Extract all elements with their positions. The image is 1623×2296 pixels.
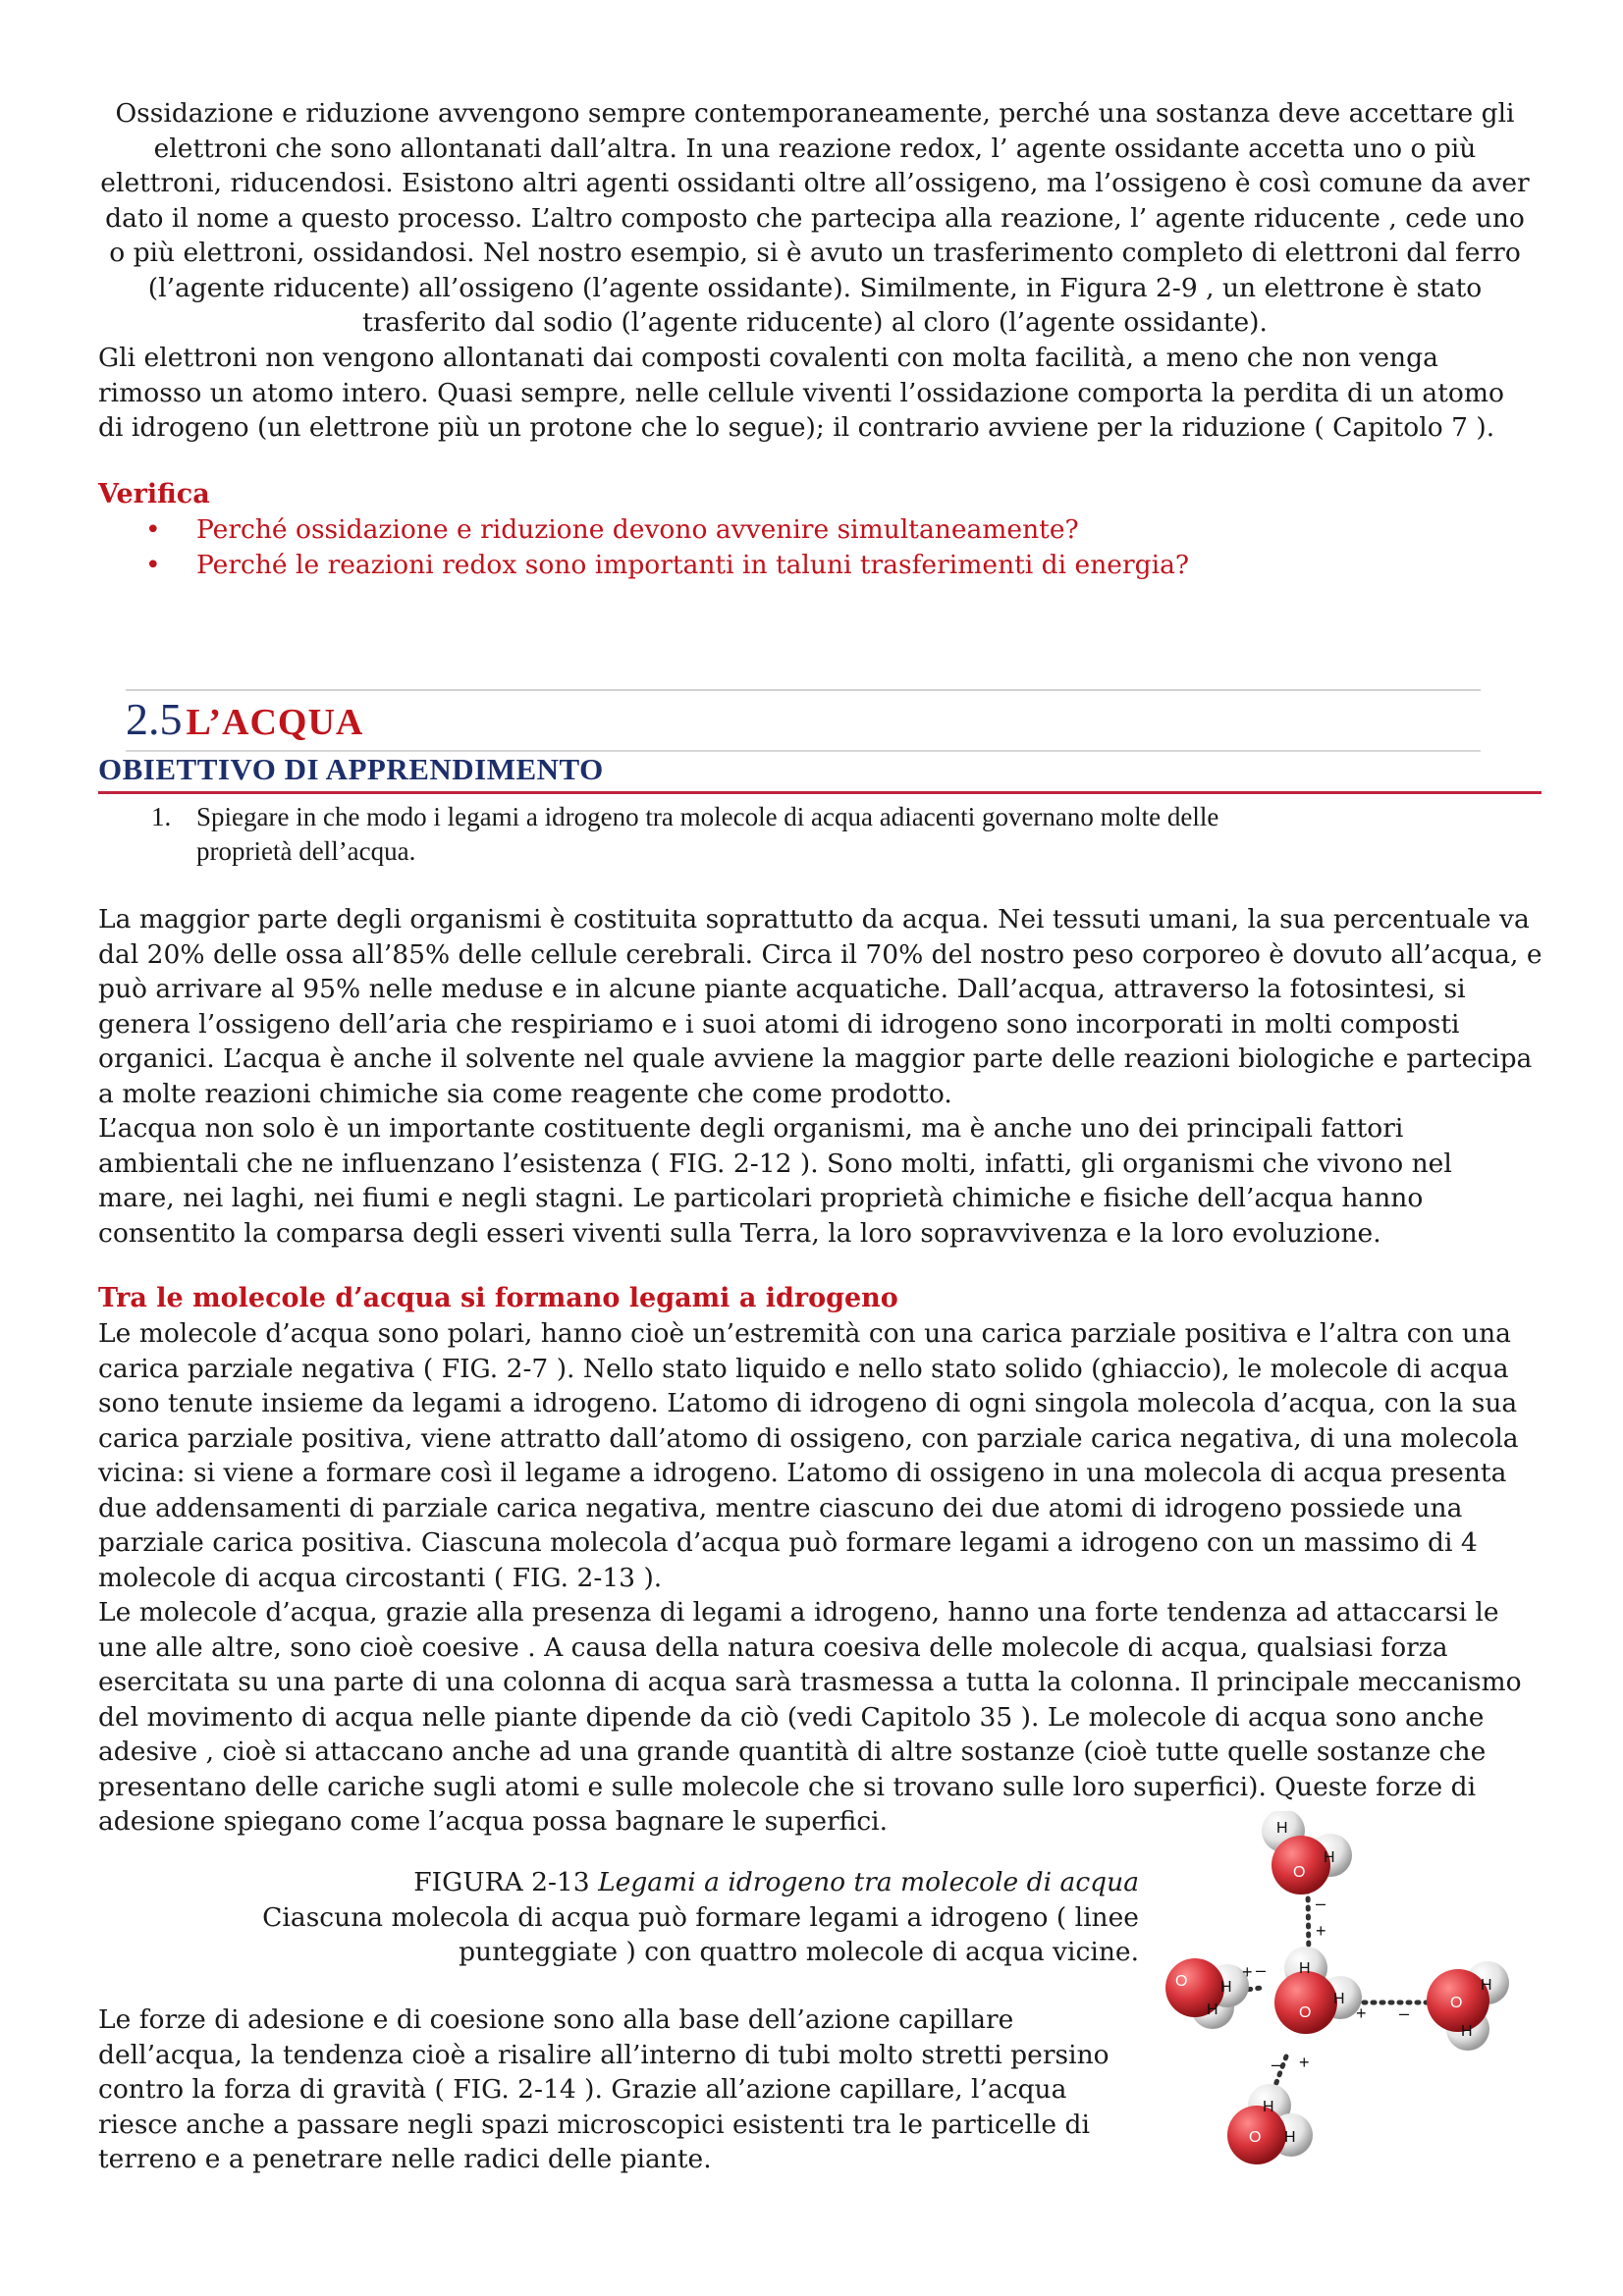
atom-label: O: [1299, 2004, 1312, 2021]
objective-number: 1.: [151, 802, 172, 831]
section-number: 2.5: [126, 694, 183, 744]
atom-label: O: [1175, 1973, 1188, 1990]
body-line: del movimento di acqua nelle piante dipende da ciò (vedi Capitolo 35 ). Le molecole di acqua sono anche: [98, 1701, 1485, 1733]
body-line: sono tenute insieme da legami a idrogeno. L’atomo di idrogeno di ogni singola molecola d’acqua, con la sua: [98, 1388, 1518, 1418]
body-line: terreno e a penetrare nelle radici delle piante.: [98, 2144, 712, 2174]
body-line: esercitata su una parte di una colonna di acqua sarà trasmessa a tutta la colonna. Il principale meccanismo: [98, 1667, 1522, 1697]
atom-label: H: [1481, 1977, 1492, 1994]
verifica-title: Verifica: [98, 479, 210, 509]
intro-line: o più elettroni, ossidandosi. Nel nostro esempio, si è avuto un trasferimento completo di elettroni dal ferro: [109, 238, 1521, 268]
atom-label: H: [1324, 1849, 1335, 1866]
section-name: L’ACQUA: [186, 702, 364, 743]
atom-label: H: [1284, 2129, 1296, 2146]
body-line: L’acqua non solo è un importante costituente degli organismi, ma è anche uno dei principali fattori: [98, 1113, 1404, 1144]
charge-plus: +: [1299, 2053, 1310, 2072]
body-line: une alle altre, sono cioè coesive . A causa della natura coesiva delle molecole di acqua, qualsiasi forza: [98, 1631, 1448, 1663]
body-paragraph-1: [98, 902, 1551, 1251]
body-line: carica parziale negativa ( FIG. 2-7 ). Nello stato liquido e nello stato solido (ghiaccio), le molecole di acqua: [98, 1353, 1509, 1384]
verifica-item-text: Perché ossidazione e riduzione devono avvenire simultaneamente?: [196, 514, 1079, 545]
objective-list: [147, 800, 1522, 869]
body-line: Le molecole d’acqua, grazie alla presenza di legami a idrogeno, hanno una forte tendenza ad attaccarsi le: [98, 1597, 1499, 1628]
atom-label: O: [1450, 1995, 1463, 2011]
intro-line: elettroni che sono allontanati dall’altra. In una reazione redox, l’ agente ossidante accetta uno o più: [153, 133, 1477, 164]
body-line: genera l’ossigeno dell’aria che respiriamo e i suoi atomi di idrogeno sono incorporati in molti composti: [98, 1008, 1460, 1040]
intro-line: Gli elettroni non vengono allontanati dai composti covalenti con molta facilità, a meno che non venga: [98, 343, 1438, 373]
charge-minus: –: [1399, 2003, 1410, 2023]
objective-heading: OBIETTIVO DI APPRENDIMENTO: [98, 752, 604, 786]
atom-label: H: [1276, 1820, 1288, 1837]
objective-item: [147, 800, 1522, 869]
verifica-item: [137, 548, 1551, 583]
subsection-title: Tra le molecole d’acqua si formano legami a idrogeno: [98, 1283, 898, 1313]
charge-minus: –: [1256, 1960, 1267, 1980]
charge-plus: +: [1242, 1962, 1253, 1982]
intro-block: [88, 96, 1542, 341]
figure-caption-line: punteggiate ) con quattro molecole di acqua vicine.: [459, 1937, 1139, 1967]
objective-rule: [98, 791, 1542, 794]
intro-line: di idrogeno (un elettrone più un protone che lo segue); il contrario avviene per la riduzione ( Capitolo 7 ).: [98, 412, 1495, 443]
charge-minus: –: [1316, 1894, 1326, 1913]
objective-line: proprietà dell’acqua.: [196, 836, 416, 866]
intro-line: (l’agente riducente) all’ossigeno (l’agente ossidante). Similmente, in Figura 2-9 , un elettrone è stato: [147, 272, 1483, 303]
water-molecule: [1227, 2084, 1313, 2164]
body-line: carica parziale positiva, viene attratto dall’atomo di ossigeno, con parziale carica negativa, di una molecola: [98, 1422, 1519, 1454]
atom-label: O: [1249, 2129, 1262, 2146]
water-molecule: [1274, 1947, 1362, 2034]
intro-line: dato il nome a questo processo. L’altro composto che partecipa alla reazione, l’ agente riducente , cede uno: [105, 202, 1525, 234]
body-line: adesione spiegano come l’acqua possa bagnare le superfici.: [98, 1806, 889, 1837]
body-line: presentano delle cariche sugli atomi e sulle molecole che si trovano sulle loro superfici). Queste forze di: [98, 1771, 1477, 1802]
figure-caption: [196, 1865, 1139, 1970]
charge-plus: +: [1316, 1921, 1326, 1941]
objective-line: Spiegare in che modo i legami a idrogeno tra molecole di acqua adiacenti governano molte delle: [196, 802, 1219, 831]
intro-left-block: [98, 341, 1551, 446]
intro-line: rimosso un atomo intero. Quasi sempre, nelle cellule viventi l’ossidazione comporta la perdita di un atomo: [98, 377, 1504, 408]
figure-caption-line: Ciascuna molecola di acqua può formare legami a idrogeno ( linee: [262, 1901, 1139, 1933]
charge-plus: +: [1356, 2003, 1367, 2023]
body-line: due addensamenti di parziale carica negativa, mentre ciascuno dei due atomi di idrogeno possiede una: [98, 1492, 1463, 1523]
body-line: adesive , cioè si attaccano anche ad una grande quantità di altre sostanze (cioè tutte quelle sostanze che: [98, 1736, 1487, 1767]
water-molecule: [1262, 1811, 1352, 1895]
body-line: molecole di acqua circostanti ( FIG. 2-13 ).: [98, 1562, 663, 1593]
body-line: Le forze di adesione e di coesione sono alla base dell’azione capillare: [98, 2004, 1014, 2035]
verifica-list: [98, 512, 1551, 582]
atom-label: O: [1293, 1864, 1306, 1881]
water-hydrogen-bond-figure: [1154, 1811, 1527, 2184]
verifica-item: [137, 512, 1551, 548]
body-line: dal 20% delle ossa all’85% delle cellule cerebrali. Circa il 70% del nostro peso corporeo è dovuto all’acqua, e: [98, 938, 1542, 970]
water-molecule: [1165, 1958, 1249, 2029]
body-paragraph-2: [98, 2002, 1159, 2177]
intro-line: trasferito dal sodio (l’agente riducente) al cloro (l’agente ossidante).: [362, 307, 1268, 338]
atom-label: H: [1461, 2023, 1473, 2040]
body-line: mare, nei laghi, nei fiumi e negli stagni. Le particolari proprietà chimiche e fisiche dell’acqua hanno: [98, 1183, 1424, 1213]
body-line: parziale carica positiva. Ciascuna molecola d’acqua può formare legami a idrogeno con un massimo di 4: [98, 1527, 1478, 1558]
body-line: La maggior parte degli organismi è costituita soprattutto da acqua. Nei tessuti umani, la sua percentuale va: [98, 904, 1530, 934]
bullet-icon: •: [145, 549, 161, 580]
body-line: può arrivare al 95% nelle meduse e in alcune piante acquatiche. Dall’acqua, attraverso la fotosintesi, si: [98, 974, 1466, 1004]
intro-line: Ossidazione e riduzione avvengono sempre contemporaneamente, perché una sostanza deve accettare gli: [115, 98, 1515, 129]
verifica-item-text: Perché le reazioni redox sono importanti in taluni trasferimenti di energia?: [196, 549, 1190, 580]
body-line: a molte reazioni chimiche sia come reagente che come prodotto.: [98, 1078, 952, 1109]
body-line: contro la forza di gravità ( FIG. 2-14 ). Grazie all’azione capillare, l’acqua: [98, 2074, 1067, 2105]
oxygen-atom: [1274, 1971, 1337, 2034]
figure-title: Legami a idrogeno tra molecole di acqua: [598, 1867, 1139, 1897]
atom-label: H: [1220, 1979, 1232, 1996]
water-molecule: [1427, 1961, 1509, 2051]
atom-label: H: [1299, 1960, 1311, 1977]
atom-label: H: [1263, 2099, 1274, 2115]
body-line: dell’acqua, la tendenza cioè a risalire all’interno di tubi molto stretti persino: [98, 2039, 1109, 2070]
body-line: ambientali che ne influenzano l’esistenza ( FIG. 2-12 ). Sono molti, infatti, gli organismi che vivono nel: [98, 1148, 1452, 1179]
body-line: riesce anche a passare negli spazi microscopici esistenti tra le particelle di: [98, 2109, 1090, 2140]
body-line: organici. L’acqua è anche il solvente nel quale avviene la maggior parte delle reazioni biologiche e partecipa: [98, 1043, 1533, 1074]
section-top-rule: [126, 689, 1481, 691]
figure-caption-title: [196, 1865, 1139, 1900]
body-line: Le molecole d’acqua sono polari, hanno cioè un’estremità con una carica parziale positiva e l’altra con una: [98, 1318, 1511, 1349]
verifica-block: [98, 477, 1551, 582]
figure-label: FIGURA 2-13: [413, 1867, 590, 1897]
section-title: [126, 693, 363, 745]
bullet-icon: •: [145, 514, 161, 545]
charge-minus: –: [1271, 2055, 1282, 2074]
intro-line: elettroni, riducendosi. Esistono altri agenti ossidanti oltre all’ossigeno, ma l’ossigeno è così comune da aver: [100, 168, 1530, 198]
body-line: consentito la comparsa degli esseri viventi sulla Terra, la loro sopravvivenza e la loro evoluzione.: [98, 1217, 1381, 1249]
atom-label: H: [1333, 1991, 1345, 2007]
atom-label: H: [1207, 2002, 1218, 2018]
body-line: vicina: si viene a formare così il legame a idrogeno. L’atomo di ossigeno in una molecola di acqua presenta: [98, 1458, 1507, 1488]
subsection-block: [98, 1281, 1551, 1840]
